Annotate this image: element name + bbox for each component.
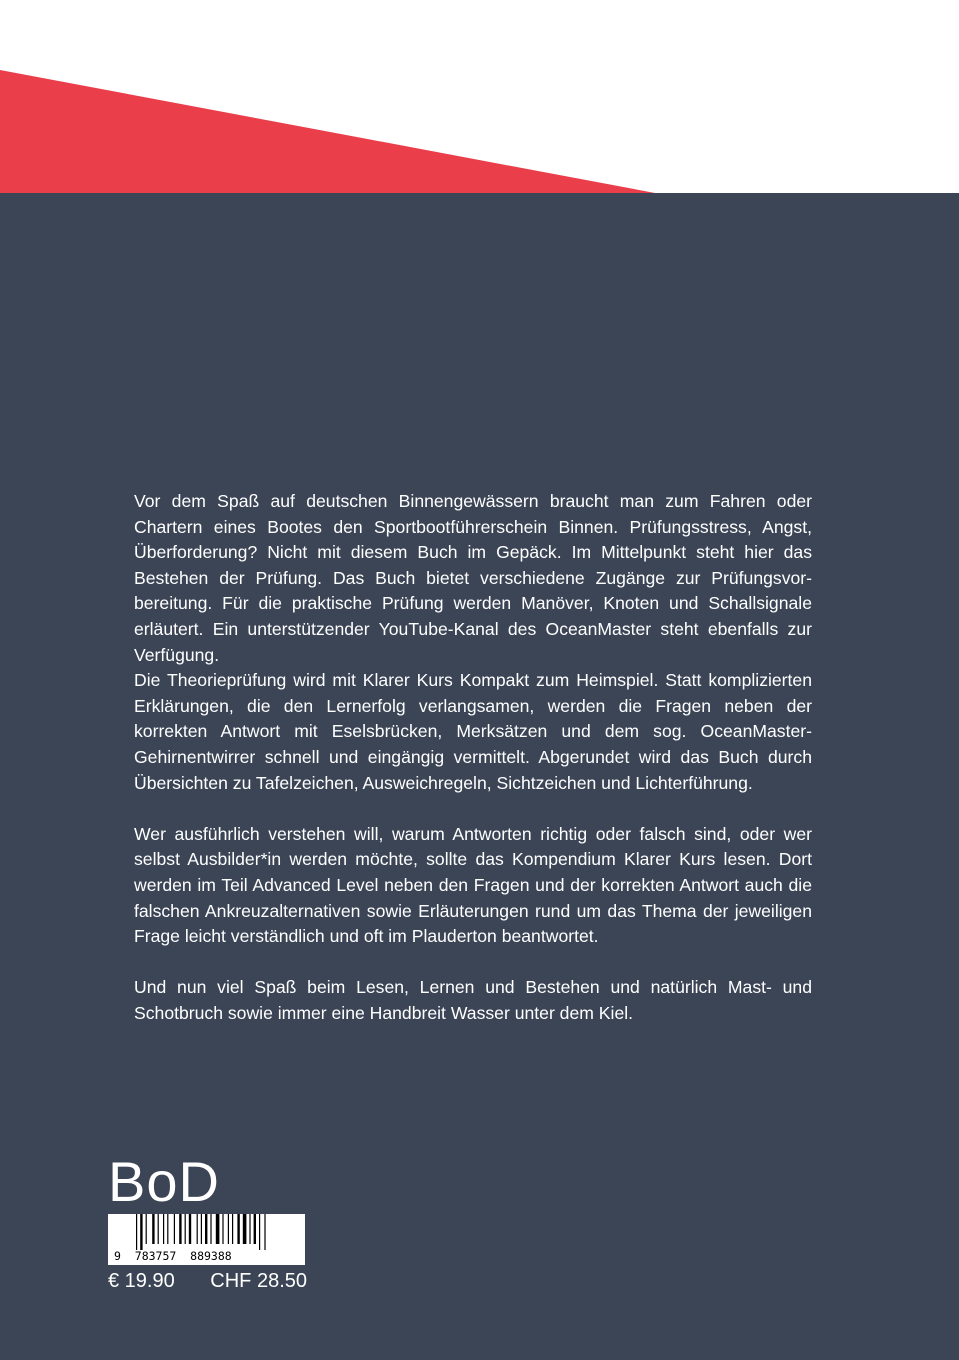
barcode-bar	[163, 1214, 164, 1244]
blurb-paragraph: Und nun viel Spaß beim Lesen, Lernen und Bestehen und natürlich Mast- und Schotbruch sowie immer eine Handbreit Wasser unter dem Kiel.	[134, 977, 812, 1023]
barcode-bar	[152, 1214, 154, 1244]
barcode-bar	[140, 1214, 142, 1250]
barcode-bar	[179, 1214, 181, 1244]
isbn-number: 9 783757 889388	[114, 1249, 232, 1263]
blurb-paragraph: Wer ausführlich verstehen will, warum Antworten richtig oder falsch sind, oder wer selbst Ausbilder*in werden möchte, sollte das Kompendium Klarer Kurs lesen. Dort werden im Teil Advanced Level neben den Fragen und der korrekten Antwort auch die falschen Ankreuzalternativen sowie Erläuterungen rund um das Thema der jeweiligen Frage leicht verständlich und oft im Plauderton beantwortet.	[134, 823, 812, 947]
barcode-bar	[254, 1214, 256, 1244]
barcode-bar	[205, 1214, 207, 1244]
barcode-bar	[185, 1214, 186, 1244]
price-chf: CHF 28.50	[210, 1270, 308, 1292]
barcode-bar	[146, 1214, 147, 1244]
blurb-paragraph: Die Theorieprüfung wird mit Klarer Kurs Kompakt zum Heimspiel. Statt komplizierten Erklärungen, die den Lernerfolg verlangsamen, werden die Fragen neben der korrekten Antwort mit Eselsbrücken, Merksätzen und dem sog. OceanMaster-Gehirnentwirrer schnell und eingängig vermittelt. Abgerundet wird das Buch durch Übersichten zu Tafelzeichen, Ausweichregeln, Sichtzeichen und Lichterführung.	[134, 670, 812, 793]
price-eur: € 19.90	[108, 1270, 175, 1292]
blurb-paragraph: Vor dem Spaß auf deutschen Binnengewässern braucht man zum Fahren oder Chartern eines Bootes den Sportbootführerschein Binnen. Prüfungsstress, Angst, Überforderung? Nicht mit diesem Buch im Gepäck. Im Mittelpunkt steht hier das Bestehen der Prüfung. Das Buch bietet verschiedene Zugänge zur Prüfungsvorbereitung. Für die praktische Prüfung werden Manöver, Knoten und Schallsignale erläutert. Ein unterstützender YouTube-Kanal des OceanMaster steht ebenfalls zur Verfügung.	[134, 491, 812, 665]
barcode	[108, 1214, 305, 1265]
barcode-bar	[232, 1214, 233, 1244]
price-block	[108, 1268, 307, 1294]
publisher-logo: BoD	[108, 1150, 220, 1213]
cover-color-band	[0, 0, 959, 260]
barcode-bar	[201, 1214, 202, 1244]
barcode-bar	[216, 1214, 220, 1244]
barcode-bar	[210, 1214, 211, 1244]
barcode-bar	[228, 1214, 229, 1244]
barcode-bar	[243, 1214, 247, 1244]
barcode-bar	[136, 1214, 137, 1250]
barcode-bar	[189, 1214, 191, 1244]
barcode-bars	[112, 1214, 302, 1250]
barcode-bar	[174, 1214, 175, 1244]
barcode-bar	[222, 1214, 223, 1244]
barcode-bar	[167, 1214, 168, 1244]
barcode-bar	[158, 1214, 159, 1244]
barcode-bar	[259, 1214, 260, 1250]
barcode-bar	[237, 1214, 239, 1244]
barcode-bar	[197, 1214, 198, 1244]
back-cover-blurb	[134, 489, 812, 1026]
barcode-bar	[249, 1214, 250, 1244]
barcode-bar	[264, 1214, 265, 1250]
